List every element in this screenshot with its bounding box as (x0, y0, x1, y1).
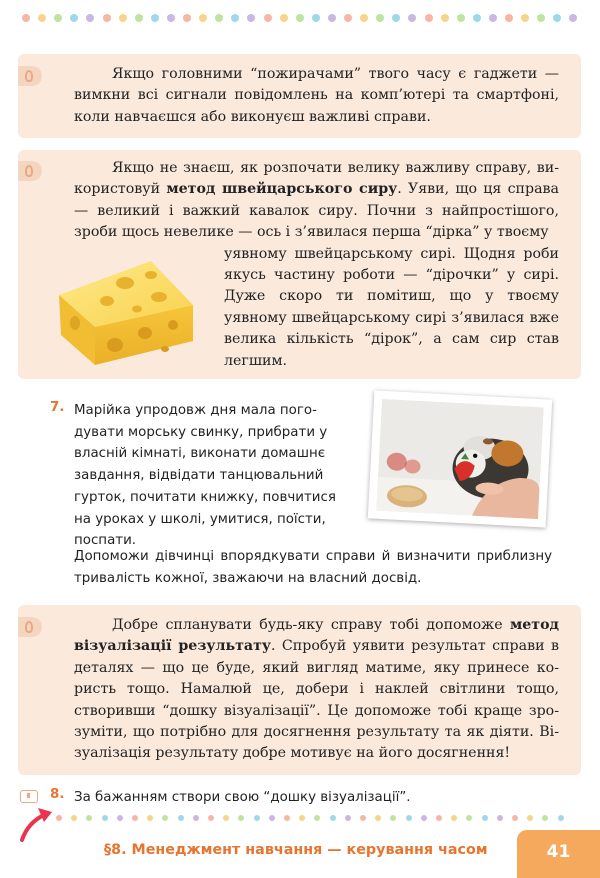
decorative-dot (299, 815, 305, 821)
decorative-dot (208, 815, 214, 821)
decorative-dot (199, 14, 207, 22)
decorative-dot (86, 815, 92, 821)
decorative-dot (162, 815, 168, 821)
task-8-number: 8. (50, 787, 65, 802)
decorative-dot (54, 14, 62, 22)
decorative-dot (451, 815, 457, 821)
tip-marker-icon (18, 161, 42, 181)
decorative-dot (183, 14, 191, 22)
decorative-dot (330, 815, 336, 821)
decorative-dot (390, 815, 396, 821)
visualization-method-term: метод візуалізації результату (74, 617, 559, 655)
page-number-tab (517, 830, 600, 878)
decorative-dot (376, 14, 384, 22)
tip-box-visualization (18, 605, 581, 775)
decorative-dot (238, 815, 244, 821)
decorative-dot (119, 14, 127, 22)
task-7-number: 7. (50, 400, 65, 415)
decorative-dot (558, 815, 564, 821)
decorative-dot (436, 815, 442, 821)
decorative-dot (269, 815, 275, 821)
task-8-text: За бажанням створи свою “дошку візуалізації”. (74, 790, 411, 805)
decorative-dot (151, 14, 159, 22)
decorative-dot (264, 14, 272, 22)
page-number: 41 (546, 842, 571, 862)
decorative-dot (512, 815, 518, 821)
footer-section-title: §8. Менеджмент навчання — керування часом (104, 842, 488, 858)
decorative-dot (215, 14, 223, 22)
decorative-dot (441, 14, 449, 22)
decorative-dot (466, 815, 472, 821)
decorative-dot (328, 14, 336, 22)
decorative-dot (425, 14, 433, 22)
decorative-dot (132, 815, 138, 821)
decorative-dot (489, 14, 497, 22)
decorative-dot (473, 14, 481, 22)
task-7-question: Допоможи дівчинці впорядкувати справи й визначити приблизну тривалість кожної, зважаючи на власний досвід. (74, 549, 552, 586)
decorative-dot (135, 14, 143, 22)
decorative-dot (542, 815, 548, 821)
decorative-dot (392, 14, 400, 22)
swiss-cheese-illustration (55, 253, 200, 368)
decorative-dot (521, 14, 529, 22)
decorative-dot (408, 14, 416, 22)
decorative-dot (375, 815, 381, 821)
tip-swiss-cheese-text-continued: уявному швейцарському сирі. Щодня роби якусь частину роботи — “дірочки” у сирі. Дуже скоро ти помітиш, що у твоєму уявному швейцарському сирі з’явилася вже велика кількість “дірок”, а сам сир став легшим. (224, 245, 559, 369)
decorative-dot (344, 14, 352, 22)
decorative-dot (537, 14, 545, 22)
decorative-dot (360, 14, 368, 22)
creative-task-icon (20, 790, 38, 803)
decorative-dot (360, 815, 366, 821)
decorative-dot (102, 815, 108, 821)
decorative-dot (569, 14, 577, 22)
decorative-dot (247, 14, 255, 22)
tip-marker-icon (18, 66, 42, 86)
decorative-dot (71, 815, 77, 821)
decorative-dot (421, 815, 427, 821)
decorative-dot (147, 815, 153, 821)
decorative-dot (178, 815, 184, 821)
tip-visualization-text: Добре спланувати будь-яку справу тобі допоможе метод візуалізації результату. Спробуй уявити результат справи в деталях — що це буде, який вигляд матиме, яку принесе користь тощо. Намалюй це, добери і наклей світлини тощо, створивши “дошку візуалізації”. Це допоможе тобі краще зрозуміти, що потрібно для досягнення результату та як діяти. Візуалізація результату добре мотивує на його досягнення! (74, 617, 559, 762)
tip-marker-icon (18, 617, 42, 637)
decorative-dot (497, 815, 503, 821)
decorative-dot (223, 815, 229, 821)
decorative-dot (70, 14, 78, 22)
decorative-dot (312, 14, 320, 22)
decorative-dot (231, 14, 239, 22)
decorative-dot (280, 14, 288, 22)
decorative-dot (193, 815, 199, 821)
tip-gadgets-text: Якщо головними “пожирачами” твого часу є гаджети — вимкни всі сигнали повідомлень на комп’ютері та смартфоні, коли навчаєшся або виконуєш важливі справи. (74, 66, 559, 125)
decorative-dot (38, 14, 46, 22)
tip-box-gadgets (18, 54, 581, 138)
task-7-text: Марійка упродовж дня мала погодувати морську свинку, прибрати у власній кімнаті, виконати домашнє завдання, відвідати танцювальний гурток, почитати книжку, повчитися на уроках у школі, умитися, поїсти, поспати. (74, 403, 336, 549)
decorative-dots-top (22, 14, 580, 24)
task-arrow-icon (20, 806, 54, 842)
decorative-dot (482, 815, 488, 821)
decorative-dot (553, 14, 561, 22)
decorative-dot (86, 14, 94, 22)
decorative-dot (103, 14, 111, 22)
tip-swiss-cheese-text: Якщо не знаєш, як розпочати велику важливу справу, використовуй метод швейцарського сиру. Уяви, що ця справа — великий і важкий кавалок сиру. Почни з найпростішого, зроби щось невелике — ось і з’явилася перша “дірка” у твоєму (74, 160, 559, 241)
decorative-dots-bottom (56, 815, 580, 823)
decorative-dot (505, 14, 513, 22)
decorative-dot (117, 815, 123, 821)
decorative-dot (527, 815, 533, 821)
decorative-dot (56, 815, 62, 821)
decorative-dot (22, 14, 30, 22)
decorative-dot (284, 815, 290, 821)
decorative-dot (167, 14, 175, 22)
decorative-dot (345, 815, 351, 821)
decorative-dot (457, 14, 465, 22)
decorative-dot (314, 815, 320, 821)
decorative-dot (254, 815, 260, 821)
decorative-dot (296, 14, 304, 22)
decorative-dot (406, 815, 412, 821)
swiss-cheese-method-term: метод швейцарського сиру (166, 181, 398, 198)
guinea-pig-photo (368, 390, 552, 527)
